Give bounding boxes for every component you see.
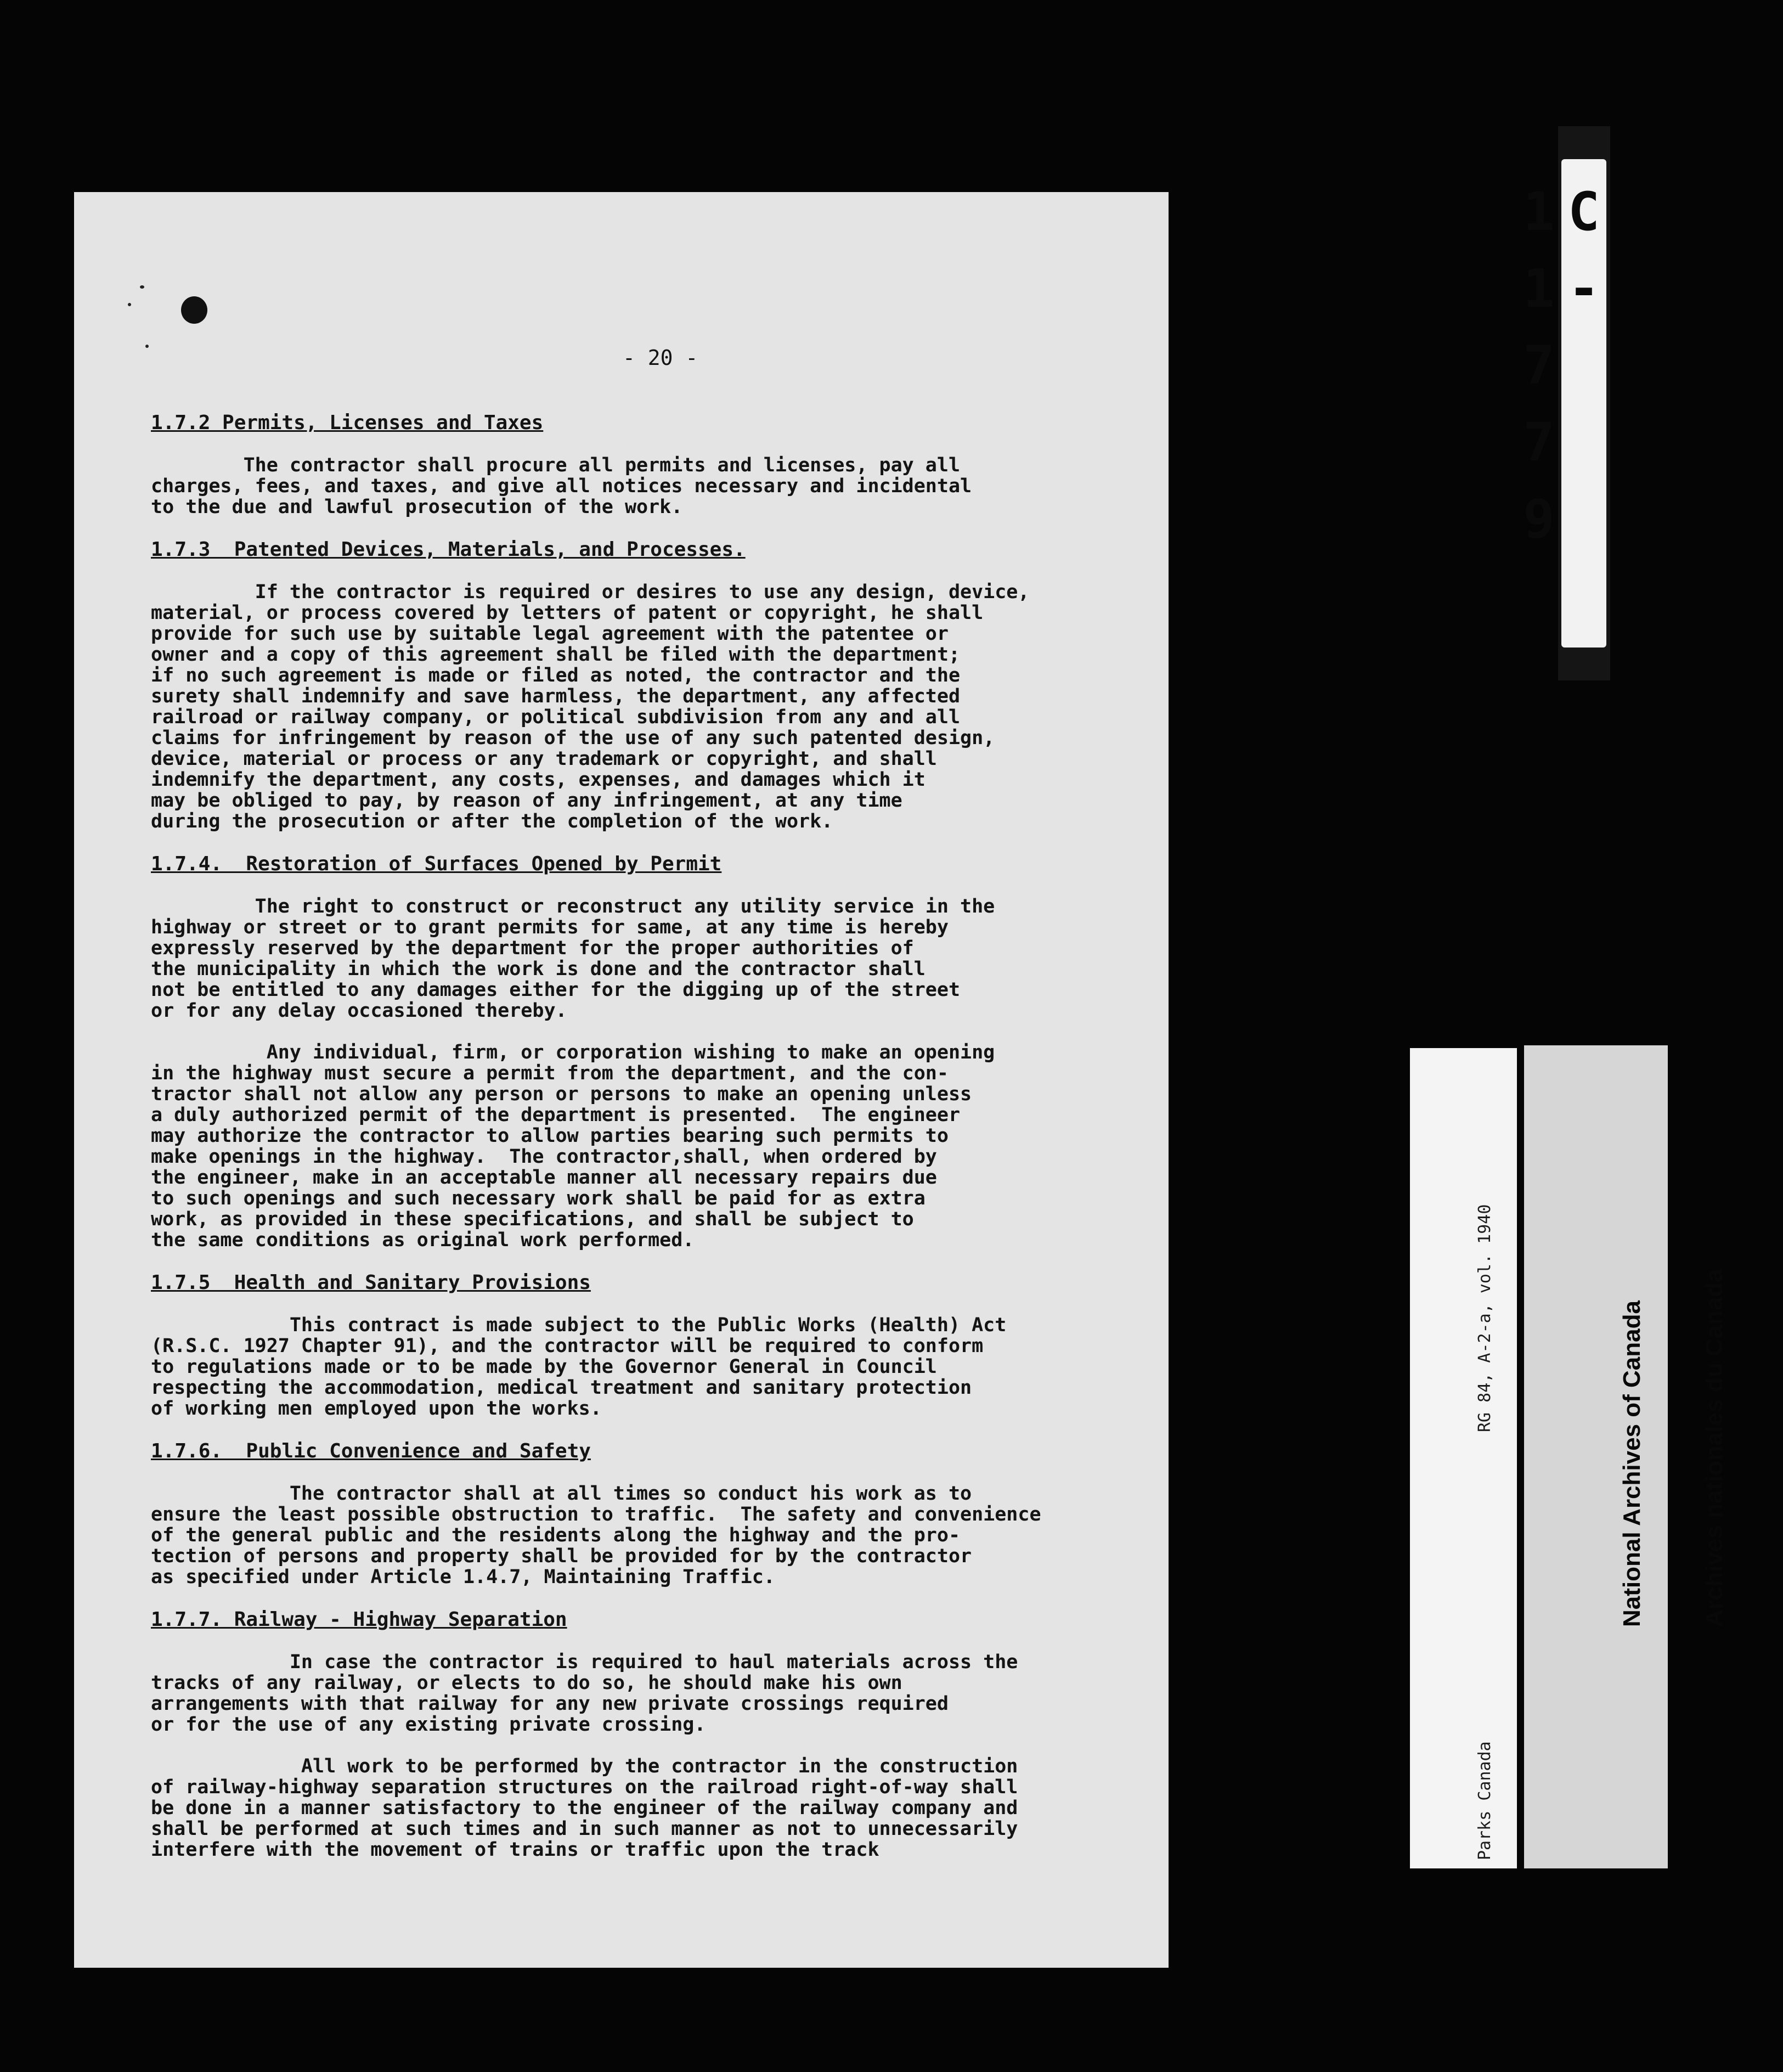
text-line: This contract is made subject to the Public Works (Health) Act — [151, 1314, 1007, 1336]
text-line: Any individual, firm, or corporation wishing to make an opening — [151, 1041, 995, 1063]
text-line: work, as provided in these specifications, and shall be subject to — [151, 1208, 914, 1230]
text-line: not be entitled to any damages either for the digging up of the street — [151, 979, 961, 1001]
text-line: claims for infringement by reason of the use of any such patented design, — [151, 727, 995, 749]
paragraph — [151, 1483, 1138, 1587]
section-heading: 1.7.7. Railway - Highway Separation — [151, 1608, 567, 1631]
archive-name — [1564, 1269, 1783, 1627]
ink-speck — [145, 345, 149, 348]
text-line: may be obliged to pay, by reason of any infringement, at any time — [151, 790, 902, 812]
text-line: expressly reserved by the department for the proper authorities of — [151, 937, 914, 959]
text-line: if no such agreement is made or filed as noted, the contractor and the — [151, 665, 961, 686]
text-line: to such openings and such necessary work shall be paid for as extra — [151, 1187, 926, 1209]
section-heading: 1.7.6. Public Convenience and Safety — [151, 1440, 591, 1462]
text-line: tection of persons and property shall be provided for by the contractor — [151, 1545, 972, 1567]
text-line: to regulations made or to be made by the Governor General in Council — [151, 1356, 937, 1378]
text-line: the municipality in which the work is done and the contractor shall — [151, 958, 926, 980]
ink-speck — [140, 285, 144, 289]
text-line: The contractor shall procure all permits and licenses, pay all — [151, 454, 961, 476]
text-line: make openings in the highway. The contractor,shall, when ordered by — [151, 1146, 937, 1168]
paragraph — [151, 1652, 1138, 1735]
text-line: the same conditions as original work performed. — [151, 1229, 695, 1251]
text-line: provide for such use by suitable legal agreement with the patentee or — [151, 623, 949, 645]
document-page — [74, 192, 1169, 1968]
text-line: device, material or process or any trademark or copyright, and shall — [151, 748, 937, 770]
ink-blot — [181, 296, 207, 324]
section-heading: 1.7.5 Health and Sanitary Provisions — [151, 1271, 591, 1294]
ink-speck — [128, 303, 131, 306]
text-line: ensure the least possible obstruction to traffic. The safety and convenience — [151, 1504, 1041, 1525]
text-line: of the general public and the residents along the highway and the pro- — [151, 1524, 961, 1546]
text-line: may authorize the contractor to allow parties bearing such permits to — [151, 1125, 949, 1147]
text-line: be done in a manner satisfactory to the engineer of the railway company and — [151, 1797, 1018, 1819]
paragraph — [151, 1042, 1138, 1251]
archive-name-line: Archives nationales du Canada — [1701, 1269, 1728, 1627]
text-line: during the prosecution or after the completion of the work. — [151, 810, 833, 832]
text-line: charges, fees, and taxes, and give all notices necessary and incidental — [151, 475, 972, 497]
text-line: The right to construct or reconstruct any utility service in the — [151, 896, 995, 917]
text-line: The contractor shall at all times so conduct his work as to — [151, 1483, 972, 1505]
archive-reference-card — [1410, 1048, 1517, 1868]
frame-number: C-11779 — [1508, 181, 1615, 565]
text-line: respecting the accommodation, medical treatment and sanitary protection — [151, 1377, 972, 1399]
text-line: a duly authorized permit of the department is presented. The engineer — [151, 1104, 961, 1126]
text-line: or for any delay occasioned thereby. — [151, 1000, 567, 1022]
archive-name-line: National Archives of Canada — [1618, 1300, 1645, 1627]
text-line: of railway-highway separation structures on the railroad right-of-way shall — [151, 1776, 1018, 1798]
text-line: the engineer, make in an acceptable manner all necessary repairs due — [151, 1167, 937, 1189]
text-line: as specified under Article 1.4.7, Maintaining Traffic. — [151, 1566, 775, 1588]
paragraph — [151, 455, 1138, 517]
text-line: arrangements with that railway for any new private crossings required — [151, 1693, 949, 1715]
text-line: In case the contractor is required to haul materials across the — [151, 1651, 1018, 1673]
paragraph — [151, 582, 1138, 832]
document-body — [151, 412, 1138, 1881]
microfilm-frame-label — [1508, 126, 1615, 680]
text-line: in the highway must secure a permit from the department, and the con- — [151, 1062, 949, 1084]
page-number: - 20 - — [623, 346, 698, 370]
paragraph — [151, 1315, 1138, 1419]
text-line: railroad or railway company, or political subdivision from any and all — [151, 706, 961, 728]
text-line: or for the use of any existing private crossing. — [151, 1714, 706, 1736]
text-line: interfere with the movement of trains or traffic upon the track — [151, 1839, 879, 1861]
agency-line: Parks Canada — [1475, 1741, 1494, 1860]
archive-name-card — [1524, 1045, 1728, 1868]
text-line: tractor shall not allow any person or persons to make an opening unless — [151, 1083, 972, 1105]
text-line: shall be performed at such times and in such manner as not to unnecessarily — [151, 1818, 1018, 1840]
text-line: of working men employed upon the works. — [151, 1398, 602, 1420]
section-heading: 1.7.2 Permits, Licenses and Taxes — [151, 412, 544, 434]
text-line: surety shall indemnify and save harmless, the department, any affected — [151, 685, 961, 707]
text-line: highway or street or to grant permits for same, at any time is hereby — [151, 916, 949, 938]
text-line: All work to be performed by the contractor in the construction — [151, 1755, 1018, 1777]
text-line: If the contractor is required or desires to use any design, device, — [151, 581, 1030, 603]
text-line: tracks of any railway, or elects to do so, he should make his own — [151, 1672, 902, 1694]
text-line: material, or process covered by letters of patent or copyright, he shall — [151, 602, 984, 624]
text-line: indemnify the department, any costs, expenses, and damages which it — [151, 769, 926, 791]
paragraph — [151, 896, 1138, 1021]
section-heading: 1.7.4. Restoration of Surfaces Opened by Permit — [151, 853, 722, 875]
reference-line: RG 84, A-2-a, vol. 1940 — [1475, 1204, 1494, 1432]
section-heading: 1.7.3 Patented Devices, Materials, and Processes. — [151, 538, 746, 561]
text-line: to the due and lawful prosecution of the work. — [151, 496, 683, 518]
text-line: owner and a copy of this agreement shall be filed with the department; — [151, 644, 961, 666]
paragraph — [151, 1756, 1138, 1860]
text-line: (R.S.C. 1927 Chapter 91), and the contractor will be required to conform — [151, 1335, 984, 1357]
